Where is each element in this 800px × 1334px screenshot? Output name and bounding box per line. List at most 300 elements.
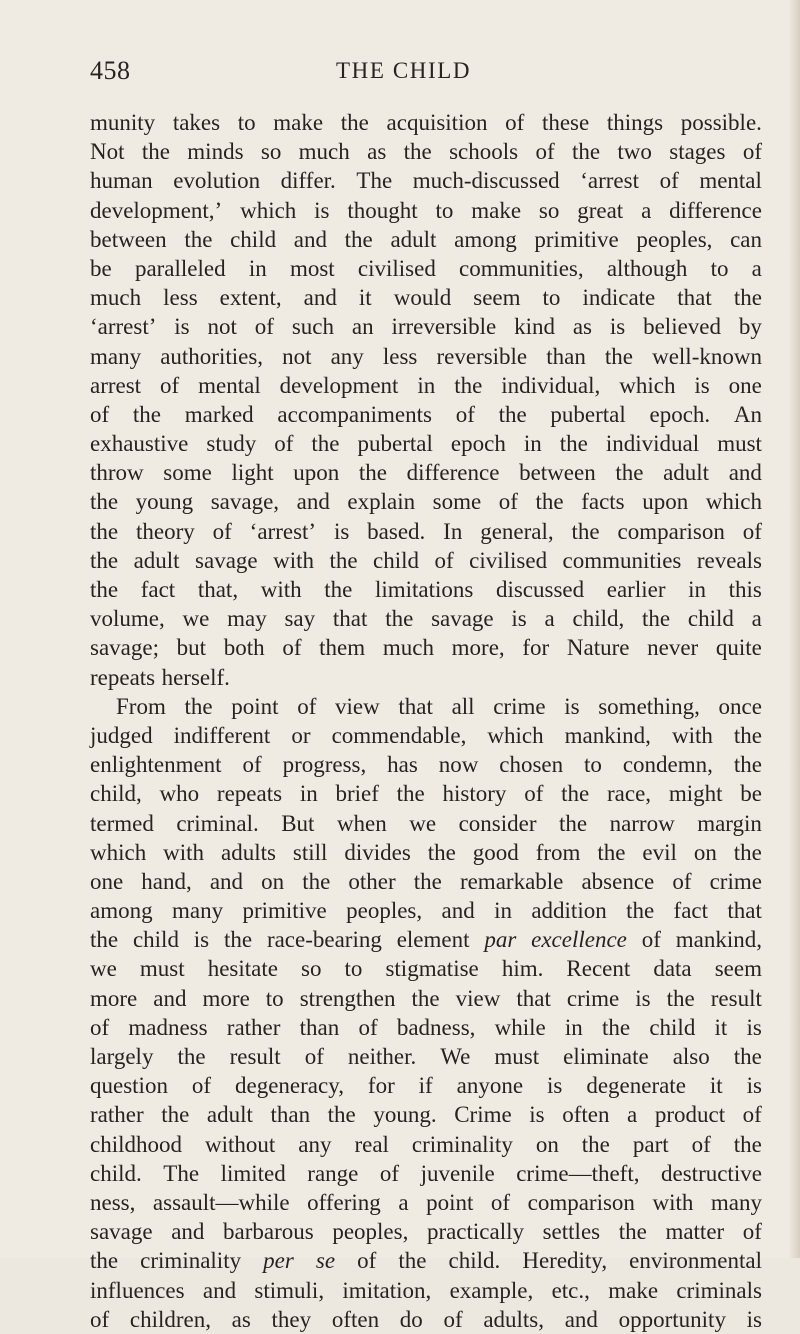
word: many [90, 343, 142, 369]
word: is [511, 606, 527, 632]
word: facts [581, 489, 625, 515]
word: them [319, 635, 366, 661]
word: from [535, 839, 581, 865]
word: consider [458, 810, 537, 836]
word: minds [187, 139, 244, 165]
word: be [740, 781, 762, 807]
word: the [403, 139, 432, 165]
word: civilised [357, 255, 436, 281]
word: much [298, 139, 350, 165]
word: explain [347, 489, 416, 515]
text-line [90, 487, 762, 516]
word: never [647, 635, 699, 661]
word: to [435, 197, 454, 223]
word: race, [607, 781, 652, 807]
word: of [274, 431, 294, 457]
word: child. [90, 1160, 142, 1186]
word: it [714, 1014, 728, 1040]
word: munity [90, 110, 156, 135]
word: the [427, 839, 456, 865]
running-title: THE CHILD [336, 58, 472, 83]
word: of [641, 927, 661, 953]
word: the [398, 1248, 427, 1274]
word: epoch. [649, 401, 711, 427]
word: the [311, 431, 340, 457]
word: stages [669, 139, 726, 165]
word: termed [90, 810, 154, 836]
word: we [409, 810, 437, 836]
text-line [90, 1217, 762, 1246]
word: earlier [606, 577, 666, 602]
word: of [742, 139, 762, 165]
text-line [90, 1276, 762, 1305]
word: fact [140, 577, 176, 602]
word: matter [665, 1219, 725, 1245]
word: view [455, 985, 501, 1011]
word: may [227, 606, 267, 632]
word: and [293, 226, 327, 252]
word: might [668, 781, 723, 807]
word: a [751, 606, 762, 632]
text-line [90, 750, 762, 779]
word: Not [90, 139, 125, 165]
word: is [193, 927, 210, 953]
word: point [426, 1189, 474, 1215]
word: of [498, 489, 518, 515]
word: rather [90, 1102, 144, 1128]
word: the [733, 1131, 762, 1157]
text-line [90, 371, 762, 400]
word: the [733, 722, 762, 748]
word: range [307, 1160, 359, 1186]
word: exhaustive [90, 431, 189, 457]
word: criminality [140, 1248, 242, 1274]
word: child, [572, 606, 625, 632]
word: child. [448, 1248, 501, 1274]
word: it [358, 285, 372, 311]
word: Nature [566, 635, 630, 661]
word: view [335, 693, 380, 719]
text-line [90, 1246, 762, 1275]
word: and [728, 460, 762, 486]
word: narrow [609, 810, 675, 836]
word: without [204, 1131, 276, 1157]
word: the [411, 985, 440, 1011]
word: savage, [210, 489, 280, 515]
word: with [273, 547, 314, 573]
word: with [163, 839, 205, 865]
word: must [139, 956, 185, 982]
text-line [90, 517, 762, 546]
word: of [357, 1248, 377, 1274]
word: for [367, 1073, 395, 1099]
word: Recent [566, 956, 631, 982]
word: indicate [582, 285, 656, 311]
word: and [296, 489, 330, 515]
word: not [207, 314, 237, 340]
word: kind [514, 314, 555, 340]
text-line [90, 400, 762, 429]
word: must [717, 431, 762, 457]
word: now [438, 752, 479, 778]
word: we [182, 606, 210, 632]
word: of [90, 1306, 110, 1332]
word: marked [184, 401, 254, 427]
word: peoples, [332, 1219, 409, 1245]
word: crime—theft, [516, 1160, 640, 1186]
word: the [90, 1248, 119, 1274]
word: any [298, 1131, 332, 1157]
word: the [626, 898, 655, 924]
word: is [333, 518, 350, 544]
word: etc., [551, 1277, 590, 1303]
word: not [282, 343, 312, 369]
word: peoples, [636, 226, 713, 252]
word: product [654, 1102, 726, 1128]
word: offering [307, 1189, 381, 1215]
word: savage [431, 606, 494, 632]
word: comparison [527, 1189, 635, 1215]
word: in [564, 1014, 583, 1040]
word: based. [367, 518, 426, 544]
text-line [90, 1188, 762, 1217]
word: adult [133, 547, 180, 573]
word: other [348, 868, 396, 894]
text-line [90, 604, 762, 633]
word: the [90, 547, 119, 573]
word: individual, [501, 372, 601, 398]
word: element [396, 927, 470, 953]
word: primitive [534, 226, 619, 252]
word: make [273, 110, 324, 135]
text-line [90, 196, 762, 225]
word: which [90, 839, 147, 865]
word: with [260, 577, 302, 602]
word: many [171, 898, 224, 924]
word: to [344, 956, 363, 982]
word: the [571, 518, 600, 544]
word: the [733, 752, 762, 778]
word: child [649, 1014, 696, 1040]
text-line [90, 575, 762, 604]
text-line [90, 1159, 762, 1188]
word: light [231, 460, 274, 486]
word: as [572, 314, 592, 340]
word: difference [406, 460, 500, 486]
word: seem [714, 956, 762, 982]
word: by [738, 314, 762, 340]
word: the [329, 547, 358, 573]
word: although [606, 255, 688, 281]
text-line [90, 663, 762, 692]
word: much [382, 635, 434, 661]
word: in [417, 372, 436, 398]
word: the [498, 401, 527, 427]
text-line [90, 896, 762, 925]
word: commendable, [331, 722, 467, 748]
word: of [254, 314, 274, 340]
word: practically [426, 1219, 524, 1245]
word: the [559, 431, 588, 457]
word: which [240, 197, 297, 223]
text-line [90, 984, 762, 1013]
word: also [672, 1044, 710, 1069]
word: childhood [90, 1131, 182, 1157]
word: settles [542, 1219, 601, 1245]
word: the [454, 372, 483, 398]
word: a [627, 1102, 638, 1128]
word: divides [344, 839, 411, 865]
word: enlightenment [90, 752, 222, 778]
word: the [413, 868, 442, 894]
text-line [90, 1100, 762, 1129]
word: eliminate [563, 1044, 649, 1069]
word: point [231, 693, 279, 719]
word: remarkable [459, 868, 564, 894]
word: among [454, 226, 517, 252]
word: young [135, 489, 194, 515]
word: adult [206, 1102, 253, 1128]
word: the [618, 1219, 647, 1245]
word: say [284, 606, 316, 632]
word: adult [663, 460, 710, 486]
text-line [90, 633, 762, 662]
word: when [336, 810, 387, 836]
word: epoch [450, 431, 506, 457]
word: differ. [280, 168, 336, 194]
word: more [90, 985, 138, 1011]
word: absence [581, 868, 655, 894]
word: accompaniments [277, 401, 432, 427]
italic-word: se [315, 1248, 336, 1274]
word: less [163, 285, 198, 311]
word: child [230, 226, 277, 252]
word: of [455, 401, 475, 427]
word: of [212, 518, 232, 544]
text-line [90, 108, 762, 137]
word: for [522, 635, 550, 661]
word: seem [473, 285, 521, 311]
word: the [90, 518, 119, 544]
word: individual [605, 431, 700, 457]
word: most [289, 255, 335, 281]
word: one [90, 868, 124, 894]
word: and [441, 898, 475, 924]
word: the [642, 606, 671, 632]
italic-word: par [484, 927, 517, 953]
word: be [90, 255, 112, 281]
page-header [90, 56, 762, 90]
word: children, [129, 1306, 211, 1332]
word: the [184, 226, 213, 252]
word: ness, [90, 1189, 136, 1215]
word: ‘arrest [580, 168, 639, 194]
text-line [90, 166, 762, 195]
text-line [90, 809, 762, 838]
text-line [90, 692, 762, 721]
word: part [632, 1131, 669, 1157]
word: a [398, 1189, 409, 1215]
word: the [733, 839, 762, 865]
word: and [202, 1277, 237, 1303]
word: juvenile [420, 1160, 495, 1186]
word: brief [335, 781, 379, 807]
word: which [619, 372, 676, 398]
text-line [90, 225, 762, 254]
word: is [174, 314, 190, 340]
word: of [691, 1131, 711, 1157]
word: throw [90, 460, 144, 486]
word: more [202, 985, 250, 1011]
word: that, [197, 577, 239, 602]
word: is [529, 1102, 545, 1128]
word: much-discussed [412, 168, 560, 194]
word: criminal. [176, 810, 259, 836]
text-line [90, 838, 762, 867]
word: it [709, 1073, 723, 1099]
word: the [561, 781, 590, 807]
word: volume, [90, 606, 165, 632]
word: degenerate [586, 1073, 686, 1099]
word: repeats [216, 781, 283, 807]
word: stigmatise [385, 956, 479, 982]
word: to [237, 110, 256, 135]
word: the [302, 868, 331, 894]
word: and [153, 985, 187, 1011]
text-line [90, 925, 762, 954]
word: in [523, 431, 542, 457]
word: as [367, 139, 387, 165]
word: difference [669, 197, 762, 223]
text-line [90, 721, 762, 750]
word: in [299, 781, 318, 807]
word: of [304, 1044, 324, 1069]
word: fact [673, 898, 709, 924]
word: to [265, 985, 284, 1011]
word: comparison [617, 518, 725, 544]
text-line [90, 312, 762, 341]
word: we [90, 956, 117, 982]
word: on [535, 1131, 559, 1157]
word: theory [135, 518, 195, 544]
word: schools [449, 139, 519, 165]
word: that [332, 606, 368, 632]
word: any [330, 343, 364, 369]
word: of [242, 752, 262, 778]
word: is [746, 1306, 762, 1332]
word: is [635, 985, 651, 1011]
word: make [471, 197, 522, 223]
word: than [270, 1102, 311, 1128]
word: addition [531, 898, 607, 924]
body-text [90, 108, 762, 1334]
word: of [160, 372, 180, 398]
word: is [547, 1073, 563, 1099]
word: the [358, 460, 388, 486]
word: on [261, 868, 285, 894]
word: reveals [696, 547, 762, 573]
text-line [90, 1071, 762, 1100]
word: between [90, 226, 167, 252]
word: than [299, 1014, 340, 1040]
word: savage [90, 1219, 153, 1245]
word: which [705, 489, 762, 515]
word: example, [449, 1277, 534, 1303]
word: much [90, 285, 142, 311]
word: communities [562, 547, 682, 573]
text-line [90, 429, 762, 458]
word: the [581, 1131, 610, 1157]
word: judged [90, 722, 153, 748]
word: of [490, 1189, 511, 1215]
word: can [730, 226, 762, 252]
word: child [687, 606, 734, 632]
word: such [291, 314, 334, 340]
text-line [90, 137, 762, 166]
word: who [159, 781, 200, 807]
word: that [727, 898, 762, 924]
word: in [688, 577, 707, 602]
word: of [443, 1306, 463, 1332]
word: barbarous [223, 1219, 314, 1245]
word: study [206, 431, 257, 457]
word: of [282, 635, 302, 661]
word: of [358, 1014, 378, 1040]
word: strengthen [299, 985, 396, 1011]
word: limitations [374, 577, 474, 602]
word: do [399, 1306, 423, 1332]
word: many [710, 1189, 762, 1215]
word: evil [642, 839, 677, 865]
word: anyone [456, 1073, 524, 1099]
word: In [443, 518, 463, 544]
word: upon [642, 489, 689, 515]
word: adults, [483, 1306, 545, 1332]
word: extent, [219, 285, 282, 311]
word: the [597, 839, 626, 865]
italic-word: excellence [531, 927, 627, 953]
word: of [379, 1160, 400, 1186]
word: the [223, 927, 253, 953]
word: to [542, 285, 561, 311]
word: more, [451, 635, 505, 661]
word: of [535, 139, 555, 165]
word: the [132, 401, 161, 427]
text-line [90, 342, 762, 371]
word: make [608, 1277, 659, 1303]
text-line [90, 1305, 762, 1334]
word: mankind, [564, 722, 651, 748]
word: assault—while [152, 1189, 290, 1215]
word: an [351, 314, 374, 340]
word: so [260, 139, 282, 165]
word: child [132, 927, 179, 953]
word: madness [128, 1014, 208, 1040]
word: still [292, 839, 328, 865]
word: in [494, 898, 512, 924]
word: the [177, 1044, 206, 1069]
word: one [728, 372, 762, 398]
word: if [418, 1073, 433, 1099]
word: result [229, 1044, 281, 1069]
word: child, [90, 781, 142, 807]
text-line [90, 867, 762, 896]
word: to [584, 752, 602, 778]
word: The [163, 1160, 200, 1186]
word: among [90, 898, 153, 924]
word: acquisition [386, 110, 488, 135]
word: the [733, 1044, 762, 1069]
